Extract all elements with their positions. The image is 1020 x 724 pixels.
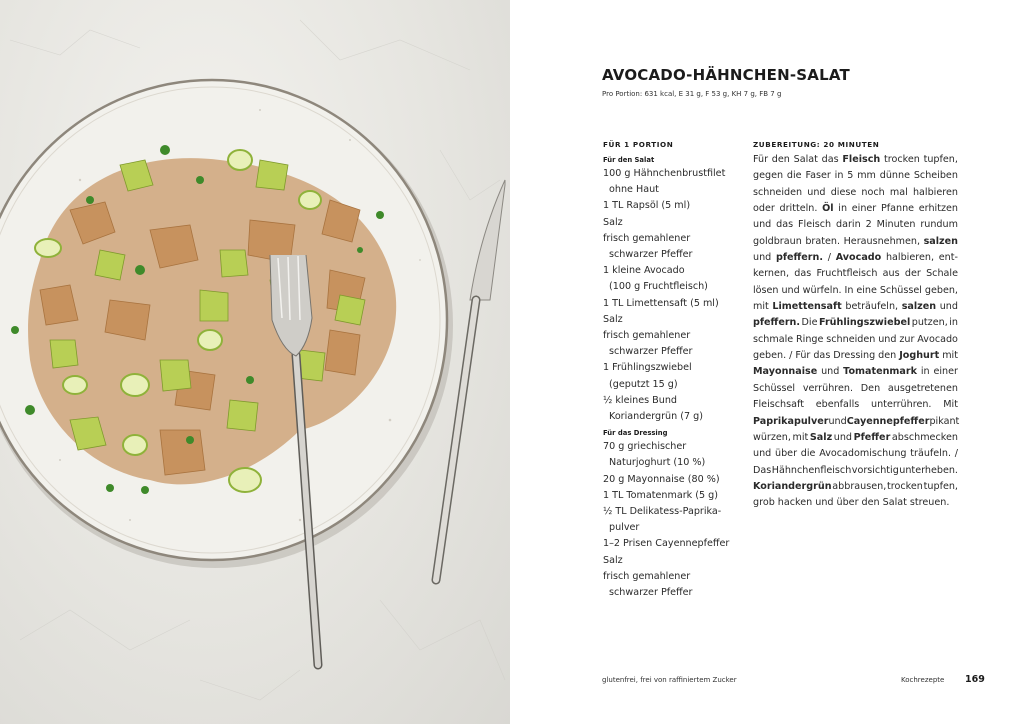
ingredients-heading: FÜR 1 PORTION [603,140,674,149]
preparation-word: / [827,252,831,264]
ingredient-line: 20 g Mayonnaise (80 %) [603,473,720,485]
preparation-word: und [833,431,852,443]
preparation-word: das [813,350,831,362]
preparation-keyword: Öl [822,203,834,215]
preparation-word: Schüssel [879,284,922,296]
preparation-word: in [920,366,930,378]
preparation-word: die [786,170,802,182]
preparation-word: in [834,170,844,182]
preparation-word: Mit [943,399,958,411]
preparation-line [753,266,958,282]
preparation-word: beträufeln, [845,301,899,313]
preparation-word: trocken [883,154,920,165]
preparation-word: vorsichtig [851,464,899,476]
page-number: 169 [965,674,985,685]
preparation-line [753,299,958,315]
preparation-word: Die [801,317,818,329]
ingredient-line: Salz [603,216,623,228]
preparation-heading: ZUBEREITUNG: 20 MINUTEN [753,140,880,149]
ingredient-line: 1 TL Tomatenmark (5 g) [603,489,718,501]
preparation-word: 2 [865,219,872,231]
ingredients-column [603,140,733,601]
preparation-word: Den [860,382,881,394]
preparation-keyword: Koriandergrün [753,480,832,492]
preparation-keyword: Frühlingszwiebel [819,317,911,329]
ingredient-line: 1 kleine Avocado [603,265,685,277]
preparation-word: darin [836,219,861,231]
preparation-keyword: Tomatenmark [843,366,918,378]
preparation-word: Salat [882,497,907,509]
preparation-word: noch [861,186,885,198]
preparation-word: in [949,317,958,329]
ingredients-subheading: Für das Dressing [603,429,668,438]
preparation-word: über [836,497,859,509]
preparation-line [753,495,958,511]
ingredient-line: ½ kleines Bund [603,394,678,406]
preparation-text [753,152,958,512]
preparation-line [753,185,958,201]
preparation-word: Schüssel [753,382,796,394]
nutrition-info: Pro Portion: 631 kcal, E 31 g, F 53 g, KH 7 g, FB 7 g [602,90,782,98]
preparation-line [753,381,958,397]
preparation-word: dünne [879,170,910,182]
preparation-word: eine [856,284,877,296]
preparation-word: Hähnchenfleisch [771,464,852,476]
preparation-line [753,446,958,462]
preparation-word: in [838,203,848,215]
preparation-word: aus [882,268,900,280]
preparation-word: Salat [793,154,818,165]
preparation-column [753,140,958,512]
preparation-word: oder [753,203,775,215]
preparation-word: rundum [920,219,958,231]
preparation-word: kernen, [753,268,790,280]
preparation-word: / [789,350,793,362]
preparation-keyword: Cayennepfeffer [846,415,930,427]
preparation-word: ebenfalls [815,399,860,411]
preparation-word: Dressing [833,350,876,362]
preparation-word: über [775,448,798,460]
preparation-word: putzen, [911,317,948,329]
preparation-word: und [878,333,897,345]
preparation-word: mm [857,170,876,182]
ingredient-line: ohne Haut [609,184,659,196]
preparation-word: dritteln. [779,203,818,215]
preparation-word: Das [753,464,772,476]
preparation-word: erhitzen [918,203,958,215]
footer-tags: glutenfrei, frei von raffiniertem Zucker [602,676,737,684]
ingredient-line: 1 TL Rapsöl (5 ml) [603,200,691,212]
ingredient-line: frisch gemahlener [603,330,691,342]
preparation-line [753,364,958,380]
preparation-word: und [753,252,772,264]
preparation-word: Pfanne [880,203,915,215]
preparation-word: hacken [777,497,813,509]
recipe-title: AVOCADO-HÄHNCHEN-SALAT [602,66,850,84]
preparation-line [753,283,958,299]
preparation-word: mit [753,301,769,313]
ingredient-line: Naturjoghurt (10 %) [609,457,706,469]
recipe-page [510,0,1020,724]
preparation-word: streuen. [909,497,950,509]
preparation-word: Ringe [796,333,824,345]
preparation-word: 5 [847,170,854,182]
preparation-word: lösen [753,284,779,296]
preparation-word: mit [792,431,809,443]
preparation-word: geben. [753,350,787,362]
preparation-word: Herausnehmen, [843,235,921,247]
preparation-word: und [828,415,847,427]
preparation-keyword: Joghurt [899,350,940,362]
preparation-word: und [815,497,834,509]
preparation-word: ent- [938,252,958,264]
ingredient-line: Koriandergrün (7 g) [609,411,703,423]
preparation-line [753,168,958,184]
preparation-word: Fleischsaft [753,399,804,411]
preparation-word: der [904,268,921,280]
preparation-keyword: Avocado [835,252,882,264]
preparation-word: verrühren. [802,382,854,394]
preparation-keyword: salzen [923,235,958,247]
preparation-word: und [939,301,958,313]
preparation-line [753,479,958,495]
preparation-keyword: Mayonnaise [753,366,818,378]
preparation-word: Fleisch [798,219,832,231]
preparation-line [753,152,958,168]
ingredient-line: schwarzer Pfeffer [609,346,693,358]
ingredient-line: Salz [603,554,623,566]
preparation-keyword: Limettensaft [772,301,842,313]
preparation-word: Fruchtfleisch [816,268,878,280]
ingredient-line: 70 g griechischer [603,441,687,453]
ingredient-line: (100 g Fruchtfleisch) [609,281,708,293]
preparation-word: und [821,366,840,378]
preparation-line [753,332,958,348]
preparation-word: In [844,284,854,296]
preparation-word: mal [889,186,908,198]
preparation-keyword: pfeffern. [775,252,824,264]
preparation-word: halbieren, [885,252,935,264]
preparation-word: unterrühren. [871,399,932,411]
preparation-keyword: Fleisch [842,154,881,165]
preparation-word: gegen [753,170,784,182]
preparation-word: Schale [926,268,958,280]
preparation-word: schneiden [826,333,876,345]
preparation-word: und [807,186,826,198]
preparation-word: ausgetretenen [887,382,958,394]
preparation-word: Für [795,350,811,362]
preparation-word: halbieren [912,186,958,198]
preparation-word: und [753,219,772,231]
preparation-word: schmale [753,333,794,345]
preparation-word: braten. [805,235,841,247]
preparation-word: geben, [924,284,958,296]
preparation-word: einer [851,203,877,215]
preparation-keyword: Salz [809,431,833,443]
preparation-line [753,201,958,217]
ingredient-line: schwarzer Pfeffer [609,249,693,261]
preparation-word: und [753,448,772,460]
preparation-word: das [776,219,794,231]
ingredient-line: schwarzer Pfeffer [609,587,693,599]
preparation-word: goldbraun [753,235,802,247]
preparation-word: Avocadomischung [819,448,907,460]
preparation-word: grob [753,497,775,509]
preparation-word: schneiden [753,186,803,198]
preparation-word: / [954,448,958,460]
preparation-word: Scheiben [913,170,958,182]
preparation-word: abbrausen, [832,480,887,492]
ingredient-line: 1 TL Limettensaft (5 ml) [603,297,719,309]
preparation-keyword: salzen [901,301,937,313]
preparation-word: den [861,497,880,509]
preparation-line [753,348,958,364]
ingredient-line: 1–2 Prisen Cayennepfeffer [603,538,730,550]
footer-section: Kochrezepte [901,676,945,684]
preparation-word: trocken [887,480,923,492]
preparation-word: einer [933,366,958,378]
preparation-word: zur [899,333,915,345]
preparation-word: Avocado [917,333,958,345]
preparation-word: das [821,154,839,165]
ingredient-line: ½ TL Delikatess-Paprika- [603,506,722,518]
ingredients-subheading: Für den Salat [603,156,655,164]
preparation-keyword: Paprikapulver [753,415,829,427]
preparation-word: tupfen, [923,154,958,165]
preparation-word: tupfen, [923,480,958,492]
preparation-word: Faser [805,170,831,182]
ingredient-line: 100 g Hähnchenbrustfilet [603,168,726,179]
preparation-word: den [771,154,790,165]
preparation-line [753,217,958,233]
preparation-word: diese [830,186,857,198]
ingredient-line: 1 Frühlingszwiebel [603,362,692,374]
preparation-word: unterheben. [899,464,958,476]
ingredient-line: pulver [609,522,640,534]
preparation-line [753,414,958,430]
preparation-keyword: pfeffern. [753,317,801,329]
ingredient-line: Salz [603,313,623,325]
preparation-word: Für [753,154,769,165]
preparation-word: pikant [929,415,960,427]
preparation-line [753,397,958,413]
preparation-line [753,430,958,446]
preparation-word: Minuten [876,219,916,231]
preparation-keyword: Pfeffer [853,431,891,443]
preparation-line [753,234,958,250]
preparation-word: würzen, [753,431,791,443]
preparation-word: träufeln. [910,448,951,460]
preparation-line [753,463,958,479]
preparation-word: mit [942,350,958,362]
preparation-line [753,250,958,266]
preparation-word: die [800,448,816,460]
ingredient-line: frisch gemahlener [603,570,691,582]
preparation-word: und [781,284,800,296]
preparation-word: das [794,268,812,280]
preparation-word: abschmecken [891,431,958,443]
ingredient-line: frisch gemahlener [603,232,691,244]
preparation-word: würfeln. [802,284,842,296]
preparation-line [753,315,958,331]
preparation-word: den [878,350,897,362]
ingredient-line: (geputzt 15 g) [609,378,678,390]
